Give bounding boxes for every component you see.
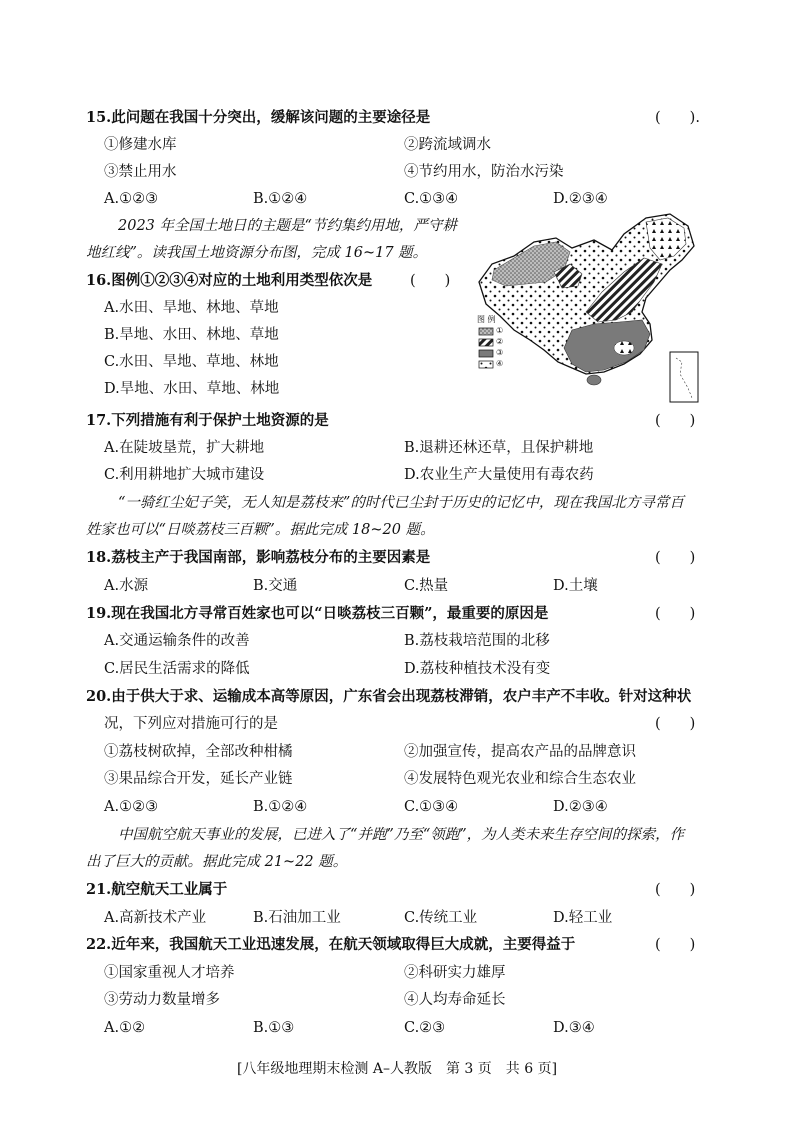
q19-choice-d: D.荔枝种植技术没有变 xyxy=(404,661,551,677)
q16-choice-b: B.旱地、水田、林地、草地 xyxy=(104,327,279,343)
q20-choice-b: B.①②④ xyxy=(253,799,308,815)
q17-choice-b: B.退耕还林还草，且保护耕地 xyxy=(404,440,594,456)
q17-choice-d: D.农业生产大量使用有毒农药 xyxy=(404,467,594,483)
q16-answer-bracket: ( ) xyxy=(410,273,451,289)
q20-option-3: ③果品综合开发，延长产业链 xyxy=(104,771,293,787)
q20-answer-bracket: ( ) xyxy=(655,716,696,732)
q19-answer-bracket: ( ) xyxy=(655,606,696,622)
china-map-figure xyxy=(474,212,712,412)
passage-2-line-1: “一骑红尘妃子笑，无人知是荔枝来”的时代已尘封于历史的记忆中，现在我国北方寻常百 xyxy=(118,495,684,511)
q22-option-1: ①国家重视人才培养 xyxy=(104,965,235,981)
q20-option-4: ④发展特色观光农业和综合生态农业 xyxy=(404,771,636,787)
china-land-resource-map xyxy=(474,212,712,412)
passage-2-line-2: 姓家也可以“日啖荔枝三百颗”。据此完成 18~20 题。 xyxy=(86,522,435,538)
q22-choice-c: C.②③ xyxy=(404,1020,446,1036)
q22-stem: 22.近年来，我国航天工业迅速发展，在航天领域取得巨大成就，主要得益于 xyxy=(86,936,576,953)
map-legend-labels xyxy=(496,325,503,369)
q17-answer-bracket: ( ) xyxy=(655,413,696,429)
map-legend-item-2: ② xyxy=(496,337,504,346)
map-legend-item-3: ③ xyxy=(496,348,504,357)
q15-option-3: ③禁止用水 xyxy=(104,164,177,180)
q15-choice-b: B.①②④ xyxy=(253,191,308,207)
q15-option-2: ②跨流域调水 xyxy=(404,137,491,153)
q17-choice-c: C.利用耕地扩大城市建设 xyxy=(104,467,265,483)
q21-choice-a: A.高新技术产业 xyxy=(104,910,207,926)
q21-choice-d: D.轻工业 xyxy=(553,910,613,926)
q15-choice-a: A.①②③ xyxy=(104,191,159,207)
q22-option-3: ③劳动力数量增多 xyxy=(104,992,220,1008)
q19-choice-b: B.荔枝栽培范围的北移 xyxy=(404,633,550,649)
map-legend-item-4: ④ xyxy=(496,359,504,368)
q15-stem: 15.此问题在我国十分突出，缓解该问题的主要途径是 xyxy=(86,109,431,126)
q20-choice-a: A.①②③ xyxy=(104,799,159,815)
q21-choice-c: C.传统工业 xyxy=(404,910,478,926)
page-footer: [八年级地理期末检测 A–人教版 第 3 页 共 6 页] xyxy=(236,1061,558,1077)
q20-option-2: ②加强宣传，提高农产品的品牌意识 xyxy=(404,744,636,760)
q15-choice-d: D.②③④ xyxy=(553,191,608,207)
q17-choice-a: A.在陡坡垦荒，扩大耕地 xyxy=(104,440,265,456)
q22-option-2: ②科研实力雄厚 xyxy=(404,965,506,981)
q16-choice-c: C.水田、旱地、草地、林地 xyxy=(104,354,279,370)
q18-choice-d: D.土壤 xyxy=(553,578,598,594)
q18-stem: 18.荔枝主产于我国南部，影响荔枝分布的主要因素是 xyxy=(86,549,431,566)
q18-answer-bracket: ( ) xyxy=(655,550,696,566)
q20-stem-line-2: 况，下列应对措施可行的是 xyxy=(104,716,278,732)
q21-stem: 21.航空航天工业属于 xyxy=(86,881,228,898)
q22-answer-bracket: ( ) xyxy=(655,937,696,953)
q20-choice-d: D.②③④ xyxy=(553,799,608,815)
passage-1-line-2: 地红线”。读我国土地资源分布图，完成 16~17 题。 xyxy=(86,245,428,261)
q20-choice-c: C.①③④ xyxy=(404,799,459,815)
q18-choice-c: C.热量 xyxy=(404,578,449,594)
q16-stem: 16.图例①②③④对应的土地利用类型依次是 xyxy=(86,272,373,289)
q15-answer-bracket: ( ). xyxy=(655,110,700,126)
passage-3-line-2: 出了巨大的贡献。据此完成 21~22 题。 xyxy=(86,854,348,870)
q22-choice-d: D.③④ xyxy=(553,1020,595,1036)
q21-choice-b: B.石油加工业 xyxy=(253,910,341,926)
q15-option-4: ④节约用水，防治水污染 xyxy=(404,164,564,180)
q15-option-1: ①修建水库 xyxy=(104,137,177,153)
q22-choice-b: B.①③ xyxy=(253,1020,295,1036)
passage-1-line-1: 2023 年全国土地日的主题是“节约集约用地，严守耕 xyxy=(118,218,457,234)
q16-choice-a: A.水田、旱地、林地、草地 xyxy=(104,300,279,316)
q22-option-4: ④人均寿命延长 xyxy=(404,992,506,1008)
q19-choice-c: C.居民生活需求的降低 xyxy=(104,661,250,677)
q18-choice-a: A.水源 xyxy=(104,578,149,594)
q21-answer-bracket: ( ) xyxy=(655,882,696,898)
q16-choice-d: D.旱地、水田、草地、林地 xyxy=(104,381,280,397)
q22-choice-a: A.①② xyxy=(104,1020,146,1036)
map-legend-title: 图 例 xyxy=(477,315,496,324)
passage-3-line-1: 中国航空航天事业的发展，已进入了“并跑”乃至“领跑”，为人类未来生存空间的探索，作 xyxy=(118,827,685,843)
q15-choice-c: C.①③④ xyxy=(404,191,459,207)
q20-stem-line-1: 20.由于供大于求、运输成本高等原因，广东省会出现荔枝滞销，农户丰产不丰收。针对这种状 xyxy=(86,688,692,705)
q20-option-1: ①荔枝树砍掉，全部改种柑橘 xyxy=(104,744,293,760)
q18-choice-b: B.交通 xyxy=(253,578,298,594)
map-legend-item-1: ① xyxy=(496,326,504,335)
q19-choice-a: A.交通运输条件的改善 xyxy=(104,633,250,649)
q17-stem: 17.下列措施有利于保护土地资源的是 xyxy=(86,412,329,429)
q19-stem: 19.现在我国北方寻常百姓家也可以“日啖荔枝三百颗”，最重要的原因是 xyxy=(86,605,549,622)
